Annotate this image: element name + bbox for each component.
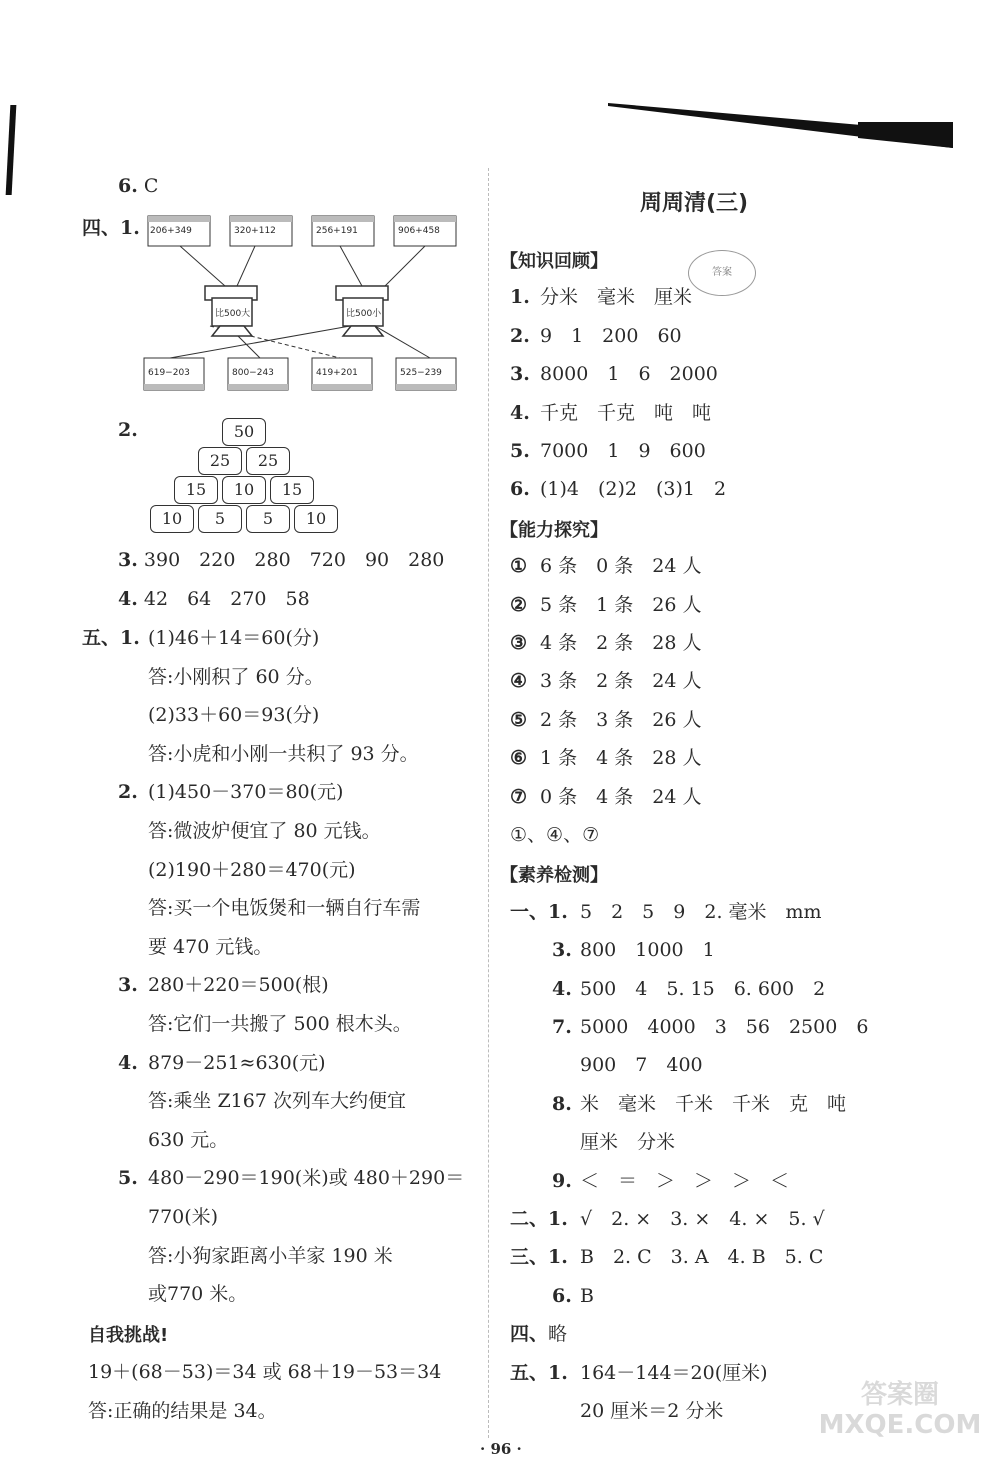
answer-line: 略 [548, 1323, 568, 1346]
bottom-card-3: 419+201 [316, 368, 358, 378]
bottom-card-2: 800−243 [232, 368, 274, 378]
question-number: ④ [510, 670, 528, 693]
question-number: 2. [118, 781, 138, 804]
question-number: 3. [510, 363, 530, 386]
left-edge-mark [6, 105, 17, 195]
question-number: 二、1. [510, 1208, 568, 1230]
answer-line: 3 条 2 条 24 人 [540, 670, 702, 693]
question-number: 4. [118, 1051, 138, 1074]
pyramid-cell: 15 [270, 476, 314, 504]
page-number: · 96 · [480, 1440, 522, 1458]
question-number: 3. [118, 974, 138, 997]
answer-line: 6 条 0 条 24 人 [540, 555, 702, 578]
pyramid-cell: 5 [246, 505, 290, 533]
question-number: 一、1. [510, 900, 568, 923]
pyramid-cell: 10 [150, 505, 194, 533]
top-card-3: 256+191 [316, 226, 358, 236]
answer-line: 0 条 4 条 24 人 [540, 785, 702, 808]
question-number: ② [510, 593, 528, 616]
question-number: 四、 [510, 1323, 549, 1346]
answer-line: 5000 4000 3 56 2500 6 [580, 1016, 869, 1038]
answer-line: (2)190＋280＝470(元) [148, 858, 356, 881]
question-number: 5. [510, 440, 530, 462]
q4-3: 3. 390 220 280 720 90 280 [118, 549, 445, 571]
answer-line: (2)33＋60＝93(分) [148, 704, 320, 727]
pyramid-cell: 10 [222, 476, 266, 504]
answer-line: 500 4 5. 15 6. 600 2 [580, 977, 826, 1000]
section-heading: 【能力探究】 [500, 519, 608, 541]
monitor-1: 比500大 [215, 309, 251, 319]
bottom-card-1: 619−203 [148, 368, 190, 378]
section-heading: 【素养检测】 [500, 865, 608, 887]
monitor-2: 比500小 [346, 309, 382, 319]
answer-line: 800 1000 1 [580, 939, 715, 962]
question-number: 8. [552, 1092, 572, 1115]
pyramid-cell: 25 [198, 447, 242, 475]
question-number: 7. [552, 1016, 572, 1038]
answer-line: (1)46＋14＝60(分) [148, 627, 320, 649]
pyramid-cell: 10 [294, 505, 338, 533]
answer-line: 千克 千克 吨 吨 [540, 401, 712, 424]
question-number: 5. [118, 1167, 138, 1190]
answer-line: 答:买一个电饭煲和一辆自行车需 [148, 897, 421, 920]
answer-line: ＜ ＝ ＞ ＞ ＞ ＜ [580, 1169, 790, 1192]
challenge-line-1: 19＋(68－53)＝34 或 68＋19－53＝34 [88, 1361, 442, 1383]
answer-line: 280＋220＝500(根) [148, 974, 329, 997]
answer-line: 770(米) [148, 1206, 219, 1228]
question-number: 6. [552, 1284, 572, 1307]
question-number: ① [510, 555, 528, 578]
answer-line: 7000 1 9 600 [540, 440, 706, 462]
section-4-label: 四、1. [82, 217, 140, 239]
answer-line: 4 条 2 条 28 人 [540, 632, 702, 654]
answer-line: 879－251≈630(元) [148, 1051, 326, 1074]
answer-line: 答:小狗家距离小羊家 190 米 [148, 1244, 393, 1267]
answer-line: 2 条 3 条 26 人 [540, 708, 702, 731]
pyramid-cell: 25 [246, 447, 290, 475]
question-number: 4. [510, 401, 530, 424]
answer-6: 6. C [118, 175, 159, 197]
question-number: ⑦ [510, 785, 528, 808]
stamp: 答案 [688, 250, 756, 296]
answer-line: (1)4 (2)2 (3)1 2 [540, 478, 727, 501]
question-number: 三、1. [510, 1246, 568, 1269]
answer-line: 164－144＝20(厘米) [580, 1361, 768, 1384]
answer-line: 5 条 1 条 26 人 [540, 593, 702, 616]
top-card-1: 206+349 [150, 226, 192, 236]
answer-line: 答:乘坐 Z167 次列车大约便宜 [148, 1090, 406, 1113]
column-divider [488, 168, 489, 1438]
answer-line: 答:小刚积了 60 分。 [148, 665, 324, 688]
q4-2-num: 2. [118, 419, 138, 441]
top-card-2: 320+112 [234, 226, 276, 236]
top-right-bar [608, 100, 958, 150]
answer-line: 8000 1 6 2000 [540, 363, 718, 386]
answer-line: 1 条 4 条 28 人 [540, 747, 702, 770]
pyramid-cell: 5 [198, 505, 242, 533]
top-card-4: 906+458 [398, 226, 440, 236]
answer-line: 答:小虎和小刚一共积了 93 分。 [148, 742, 419, 765]
question-number: ⑤ [510, 708, 528, 731]
q4-4: 4. 42 64 270 58 [118, 588, 310, 610]
answer-line: 要 470 元钱。 [148, 935, 273, 958]
section-5-label: 五、1. [82, 627, 140, 649]
answer-line: 5 2 5 9 2. 毫米 mm [580, 900, 822, 923]
challenge-title: 自我挑战! [88, 1325, 169, 1346]
bottom-card-4: 525−239 [400, 368, 442, 378]
answer-line: B 2. C 3. A 4. B 5. C [580, 1246, 824, 1269]
answer-line: ①、④、⑦ [510, 824, 600, 846]
question-number: ③ [510, 632, 528, 654]
watermark: 答案圈 MXQE.COM [818, 1380, 982, 1440]
answer-line: 分米 毫米 厘米 [540, 286, 693, 309]
diagram-labels [140, 208, 460, 398]
answer-line: 米 毫米 千米 千米 克 吨 [580, 1092, 847, 1115]
section-heading: 【知识回顾】 [500, 251, 608, 272]
question-number: 2. [510, 324, 530, 347]
question-number: 6. [510, 478, 530, 501]
answer-line: 或770 米。 [148, 1283, 248, 1306]
answer-line: 900 7 400 [580, 1054, 703, 1077]
question-number: 9. [552, 1169, 572, 1192]
challenge-line-2: 答:正确的结果是 34。 [88, 1400, 277, 1422]
answer-line: 答:它们一共搬了 500 根木头。 [148, 1013, 412, 1035]
answer-line: 厘米 分米 [580, 1131, 676, 1154]
page-title: 周周清(三) [640, 191, 749, 216]
answer-line: 答:微波炉便宜了 80 元钱。 [148, 820, 381, 842]
question-number: 3. [552, 939, 572, 962]
question-number: 五、1. [510, 1361, 568, 1384]
pyramid-cell: 50 [222, 418, 266, 446]
answer-line: 20 厘米＝2 分米 [580, 1400, 724, 1422]
answer-line: 9 1 200 60 [540, 324, 682, 347]
pyramid-cell: 15 [174, 476, 218, 504]
question-number: ⑥ [510, 747, 528, 770]
question-number: 4. [552, 977, 572, 1000]
question-number: 1. [510, 286, 530, 309]
answer-line: 630 元。 [148, 1128, 229, 1151]
answer-line: √ 2. × 3. × 4. × 5. √ [580, 1208, 825, 1230]
answer-line: B [580, 1284, 594, 1307]
answer-line: 480－290＝190(米)或 480＋290＝ [148, 1167, 465, 1190]
answer-line: (1)450－370＝80(元) [148, 781, 344, 804]
